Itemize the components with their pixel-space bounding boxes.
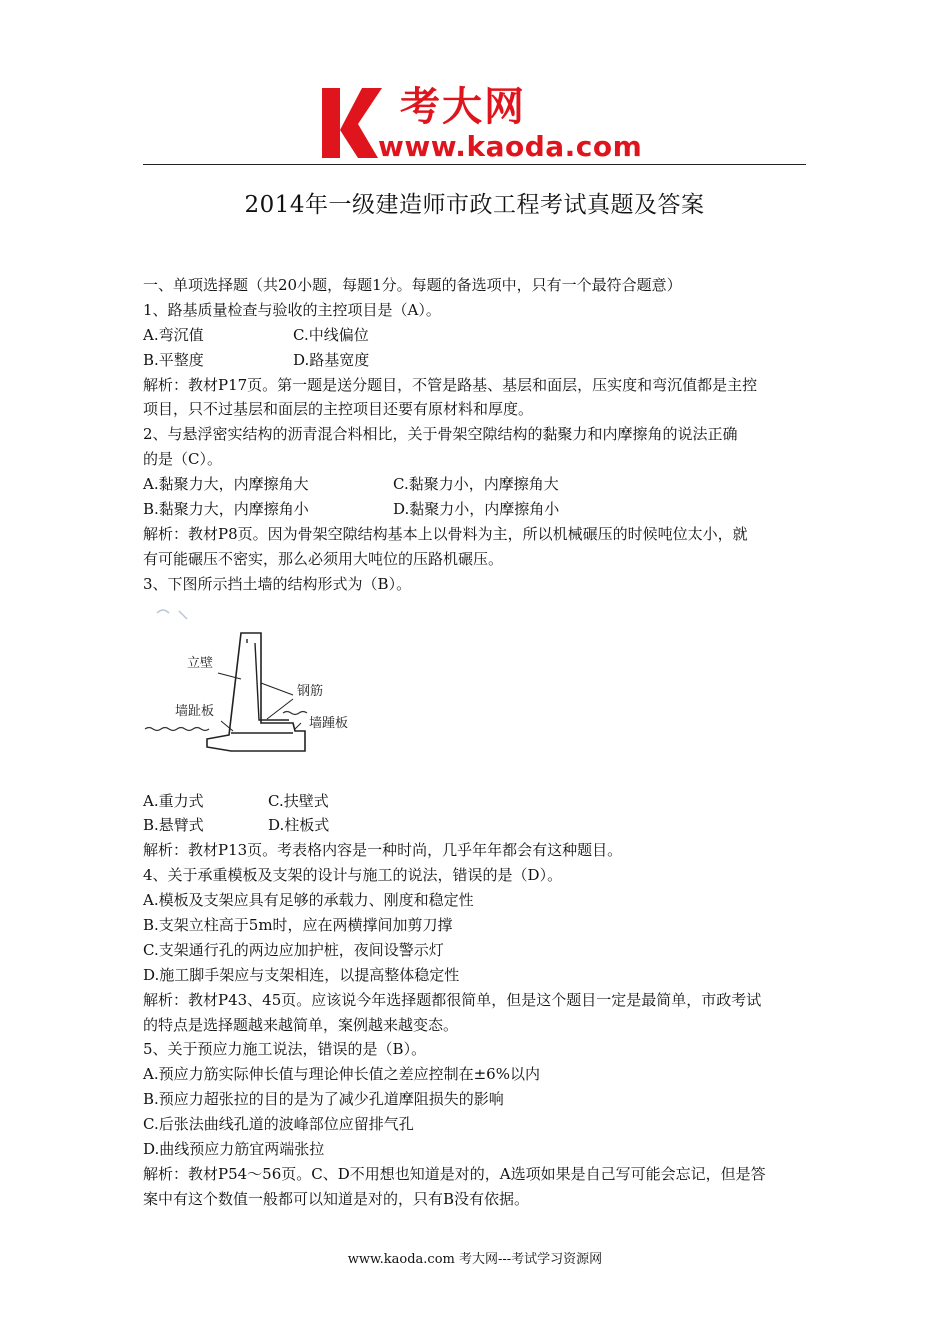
q4-analysis: 解析：教材P43、45页。应该说今年选择题都很简单，但是这个题目一定是最简单，市政考试 (143, 990, 762, 1009)
q5-option-a: A.预应力筋实际伸长值与理论伸长值之差应控制在±6%以内 (143, 1065, 540, 1084)
document-body (143, 273, 808, 1212)
q2-option-b: B.黏聚力大，内摩擦角小 (143, 500, 309, 519)
q2-option-d: D.黏聚力小，内摩擦角小 (393, 500, 560, 519)
q2-stem: 的是（C）。 (143, 450, 222, 469)
q2-stem: 2、与悬浮密实结构的沥青混合料相比，关于骨架空隙结构的黏聚力和内摩擦角的说法正确 (143, 425, 738, 444)
q3-stem: 3、下图所示挡土墙的结构形式为（B）。 (143, 574, 412, 593)
q4-option-a: A.模板及支架应具有足够的承载力、刚度和稳定性 (143, 891, 474, 910)
document-title: 2014年一级建造师市政工程考试真题及答案 (244, 192, 705, 218)
q1-analysis: 项目，只不过基层和面层的主控项目还要有原材料和厚度。 (143, 400, 534, 419)
q2-option-row (143, 497, 808, 522)
q2-option-a: A.黏聚力大，内摩擦角大 (143, 475, 309, 494)
q1-option-d: D.路基宽度 (293, 350, 370, 369)
q2-analysis: 解析：教材P8页。因为骨架空隙结构基本上以骨料为主，所以机械碾压的时候吨位太小，就 (143, 524, 748, 543)
q3-option-row (143, 789, 808, 814)
logo-text: 考大网 (400, 84, 526, 130)
label-heel: 墙踵板 (309, 715, 349, 731)
q1-stem: 1、路基质量检查与验收的主控项目是（A）。 (143, 300, 441, 319)
q4-option-d: D.施工脚手架应与支架相连，以提高整体稳定性 (143, 965, 460, 984)
q2-option-row (143, 472, 808, 497)
q1-option-a: A.弯沉值 (143, 325, 204, 344)
page-footer[interactable]: www.kaoda.com 考大网---考试学习资源网 (347, 1252, 603, 1267)
logo-url: www.kaoda.com (378, 130, 643, 160)
kaoda-logo[interactable] (318, 78, 648, 160)
label-rebar: 钢筋 (297, 683, 324, 699)
q5-option-b: B.预应力超张拉的目的是为了减少孔道摩阻损失的影响 (143, 1090, 504, 1109)
q4-analysis: 的特点是选择题越来越简单，案例越来越变态。 (143, 1015, 459, 1034)
q5-analysis: 解析：教材P54～56页。C、D不用想也知道是对的，A选项如果是自己写可能会忘记，但是答 (143, 1164, 766, 1183)
q3-option-a: A.重力式 (143, 791, 204, 810)
q1-option-row (143, 348, 808, 373)
q1-analysis: 解析：教材P17页。第一题是送分题目，不管是路基、基层和面层，压实度和弯沉值都是主控 (143, 375, 758, 394)
q1-option-c: C.中线偏位 (293, 325, 369, 344)
retaining-wall-diagram (143, 603, 808, 789)
q3-option-row (143, 813, 808, 838)
q4-stem: 4、关于承重模板及支架的设计与施工的说法，错误的是（D）。 (143, 866, 563, 885)
q1-option-row (143, 323, 808, 348)
q2-analysis: 有可能碾压不密实，那么必须用大吨位的压路机碾压。 (143, 549, 504, 568)
label-toe: 墙趾板 (175, 703, 215, 719)
q5-option-c: C.后张法曲线孔道的波峰部位应留排气孔 (143, 1115, 414, 1134)
q2-option-c: C.黏聚力小，内摩擦角大 (393, 475, 559, 494)
q4-option-b: B.支架立柱高于5m时，应在两横撑间加剪刀撑 (143, 916, 453, 935)
q1-option-b: B.平整度 (143, 350, 204, 369)
q3-option-c: C.扶壁式 (268, 791, 329, 810)
header-rule (143, 164, 806, 165)
section-heading: 一、单项选择题（共20小题，每题1分。每题的备选项中，只有一个最符合题意） (143, 276, 682, 294)
q3-option-d: D.柱板式 (268, 816, 330, 835)
q4-option-c: C.支架通行孔的两边应加护桩，夜间设警示灯 (143, 940, 444, 959)
q3-option-b: B.悬臂式 (143, 816, 204, 835)
q5-analysis: 案中有这个数值一般都可以知道是对的，只有B没有依据。 (143, 1189, 530, 1208)
q5-stem: 5、关于预应力施工说法，错误的是（B）。 (143, 1040, 427, 1059)
q3-analysis: 解析：教材P13页。考表格内容是一种时尚，几乎年年都会有这种题目。 (143, 841, 623, 860)
q5-option-d: D.曲线预应力筋宜两端张拉 (143, 1140, 325, 1159)
label-wall: 立壁 (187, 655, 214, 671)
